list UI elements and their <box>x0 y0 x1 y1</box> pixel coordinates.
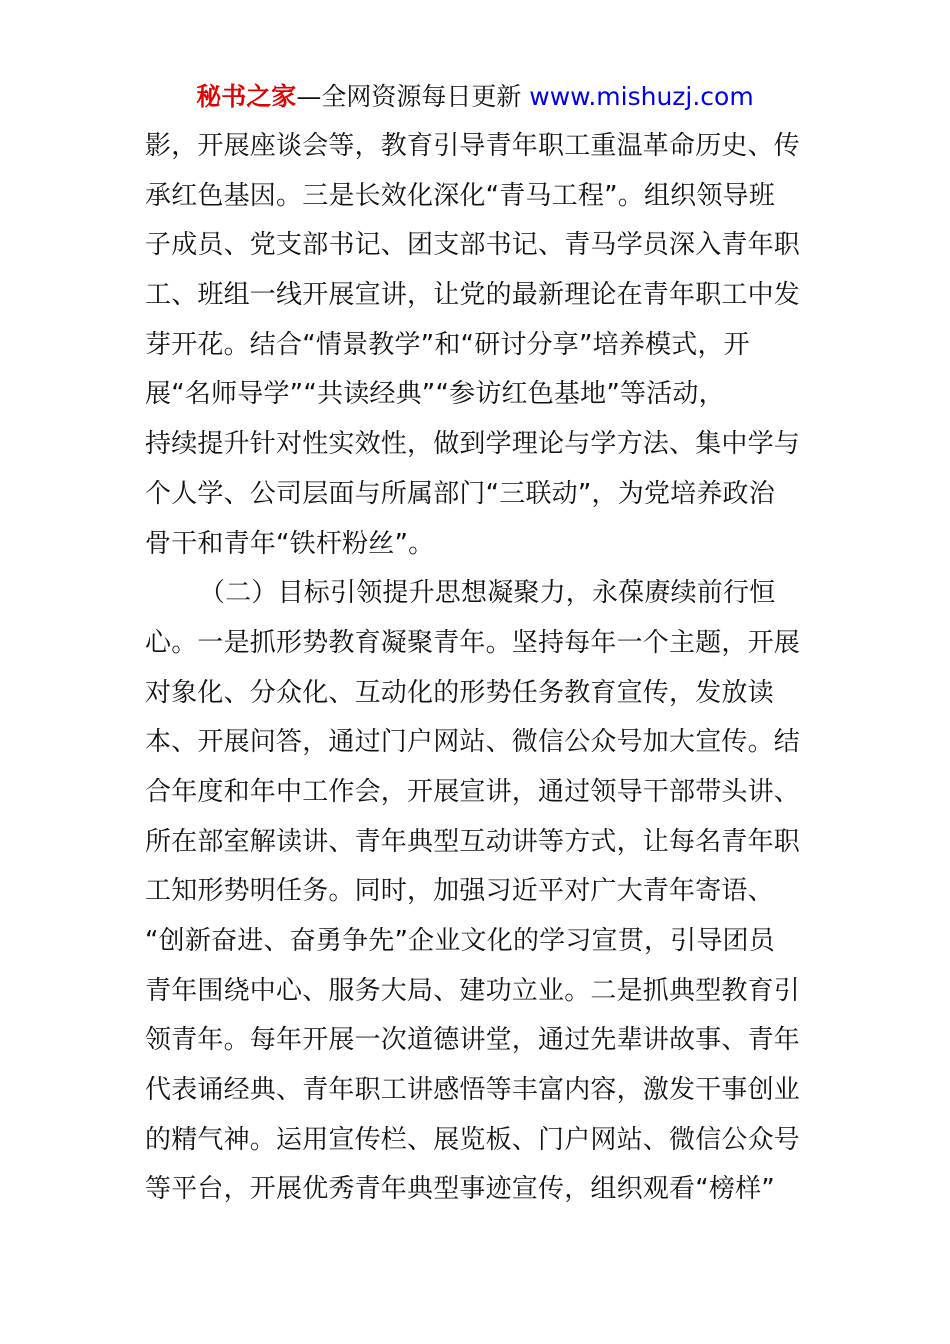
text-line: 等平台，开展优秀青年典型事迹宣传，组织观看“榜样” <box>145 1174 775 1205</box>
text-line: 对象化、分众化、互动化的形势任务教育宣传，发放读 <box>145 677 774 708</box>
text-line: 影，开展座谈会等，教育引导青年职工重温革命历史、传 <box>145 131 801 161</box>
text-line: 持续提升针对性实效性，做到学理论与学方法、集中学与 <box>145 429 801 460</box>
text-line: 本、开展问答，通过门户网站、微信公众号加大宣传。结 <box>145 727 801 758</box>
text-line: 所在部室解读讲、青年典型互动讲等方式，让每名青年职 <box>145 826 801 857</box>
text-line: “创新奋进、奋勇争先”企业文化的学习宣贯，引导团员 <box>145 926 775 956</box>
text-line: 展“名师导学”“共读经典”“参访红色基地”等活动， <box>145 379 725 410</box>
document-body <box>145 122 810 1215</box>
text-line: 青年围绕中心、服务大局、建功立业。二是抓典型教育引 <box>145 975 801 1006</box>
paragraph <box>145 569 810 1215</box>
text-line: 领青年。每年开展一次道德讲堂，通过先辈讲故事、青年 <box>145 1025 801 1056</box>
text-line: 心。一是抓形势教育凝聚青年。坚持每年一个主题，开展 <box>145 627 801 658</box>
text-line: （二）目标引领提升思想凝聚力，永葆赓续前行恒 <box>199 578 776 609</box>
text-line: 个人学、公司层面与所属部门“三联动”，为党培养政治 <box>145 478 775 509</box>
site-url[interactable]: www.mishuzj.com <box>529 82 754 111</box>
site-header <box>0 80 950 114</box>
site-brand: 秘书之家 <box>196 82 297 111</box>
text-line: 的精气神。运用宣传栏、展览板、门户网站、微信公众号 <box>145 1124 801 1155</box>
site-tagline: —全网资源每日更新 <box>296 82 522 111</box>
text-line: 代表诵经典、青年职工讲感悟等丰富内容，激发干事创业 <box>145 1075 801 1106</box>
text-line: 承红色基因。三是长效化深化“青马工程”。组织领导班 <box>145 180 775 211</box>
text-line: 合年度和年中工作会，开展宣讲，通过领导干部带头讲、 <box>145 776 801 807</box>
text-line: 工、班组一线开展宣讲，让党的最新理论在青年职工中发 <box>145 280 801 311</box>
text-line: 芽开花。结合“情景教学”和“研讨分享”培养模式，开 <box>145 329 750 360</box>
text-line: 工知形势明任务。同时，加强习近平对广大青年寄语、 <box>145 876 774 907</box>
text-line: 子成员、党支部书记、团支部书记、青马学员深入青年职 <box>145 230 801 261</box>
paragraph <box>145 122 810 569</box>
text-line: 骨干和青年“铁杆粉丝”。 <box>145 528 435 559</box>
